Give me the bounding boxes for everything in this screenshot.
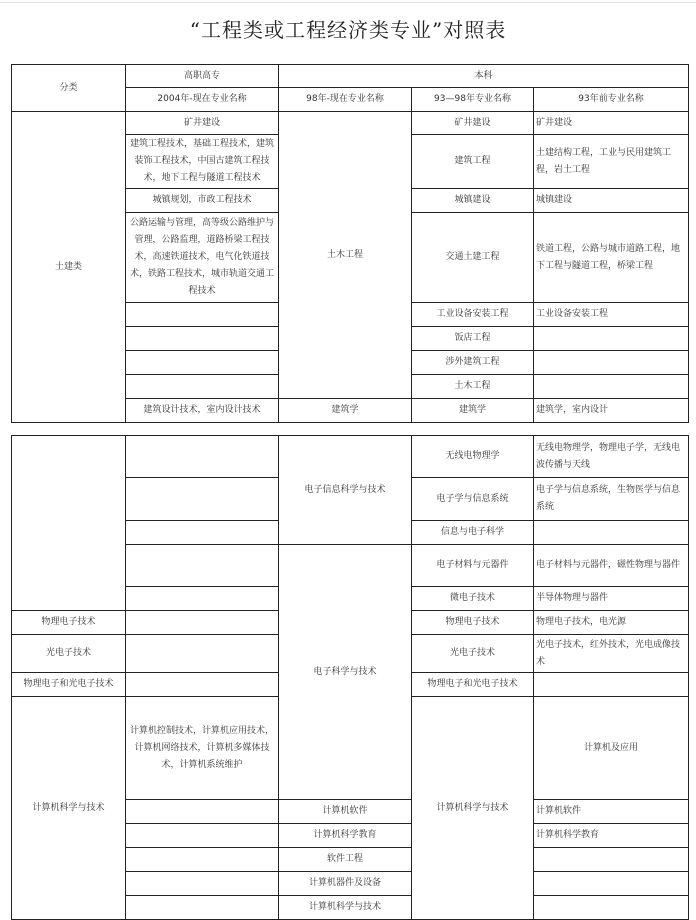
header-category: 分类 [12,65,126,112]
table-cell: 计算机控制技术，计算机应用技术，计算机网络技术，计算机多媒体技术，计算机系统维护 [126,697,279,800]
table-cell [126,303,279,327]
table-cell [534,521,689,545]
table-cell [126,351,279,375]
table-cell [126,436,279,478]
header-vocational: 高职高专 [126,65,279,88]
table-cell [126,521,279,545]
table-cell: 矿井建设 [412,112,534,135]
table-cell: 建筑工程技术，基础工程技术，建筑装饰工程技术，中国古建筑工程技术，地下工程与隧道工程技术 [126,135,279,189]
table-cell: 饭店工程 [412,327,534,351]
table-cell: 计算机科学与技术 [412,697,534,920]
table-cell: 建筑学 [279,399,412,423]
table-cell: 计算机软件 [534,800,689,824]
table-cell: 半导体物理与器件 [534,587,689,611]
table-cell: 建筑设计技术，室内设计技术 [126,399,279,423]
table-cell: 计算机科学教育 [534,824,689,848]
table-cell: 工业设备安装工程 [534,303,689,327]
table-cell: 物理电子技术 [412,611,534,635]
table-cell [126,587,279,611]
table-cell [534,896,689,920]
table-cell: 电子学与信息系统，生物医学与信息系统 [534,478,689,521]
header-93-98: 93—98年专业名称 [412,88,534,112]
table-cell: 物理电子技术，电光源 [534,611,689,635]
table-cell [126,375,279,399]
category-computer: 计算机科学与技术 [12,697,126,920]
table-cell [534,673,689,697]
table-cell [126,673,279,697]
table-cell: 电子信息科学与技术 [279,436,412,545]
table-cell: 城镇建设 [534,189,689,213]
table-cell: 信息与电子科学 [412,521,534,545]
table-cell [534,848,689,872]
table-cell: 建筑学 [412,399,534,423]
table-cell: 无线电物理学，物理电子学，无线电波传播与天线 [534,436,689,478]
category-civil: 土建类 [12,112,126,423]
table-cell: 土建结构工程，工业与民用建筑工程，岩土工程 [534,135,689,189]
table-cell: 交通土建工程 [412,213,534,303]
table-cell [534,375,689,399]
table-cell: 计算机及应用 [534,697,689,800]
table-cell: 物理电子和光电子技术 [12,673,126,697]
table-cell [126,872,279,896]
table-cell: 计算机科学与技术 [279,896,412,920]
table-cell: 光电子技术，红外技术，光电成像技术 [534,635,689,673]
table-cell: 铁道工程，公路与城市道路工程，地下工程与隧道工程，桥梁工程 [534,213,689,303]
table-cell: 计算机器件及设备 [279,872,412,896]
table-cell: 建筑学，室内设计 [534,399,689,423]
table-cell: 城镇建设 [412,189,534,213]
table-cell: 城镇规划，市政工程技术 [126,189,279,213]
header-2004: 2004年-现在专业名称 [126,88,279,112]
comparison-table-part2 [11,435,689,920]
table-cell [126,611,279,635]
table-cell [534,872,689,896]
table-cell: 微电子技术 [412,587,534,611]
comparison-table-part1 [11,64,689,423]
table-cell: 物理电子技术 [12,611,126,635]
table-cell: 工业设备安装工程 [412,303,534,327]
table-cell [534,327,689,351]
table-cell: 计算机软件 [279,800,412,824]
page-title: “工程类或工程经济类专业”对照表 [189,18,507,42]
table-cell [534,351,689,375]
header-undergrad: 本科 [279,65,689,88]
table-cell [126,896,279,920]
table-cell: 涉外建筑工程 [412,351,534,375]
table-cell [126,635,279,673]
table-cell: 无线电物理学 [412,436,534,478]
table-cell: 光电子技术 [412,635,534,673]
table-cell: 软件工程 [279,848,412,872]
table-cell: 矿井建设 [126,112,279,135]
table-cell [12,436,126,611]
table-cell [126,800,279,824]
top-divider [0,2,696,3]
table-cell: 光电子技术 [12,635,126,673]
table-cell: 矿井建设 [534,112,689,135]
table-cell: 电子材料与元器件 [412,545,534,587]
table-cell: 电子科学与技术 [279,545,412,800]
header-98: 98年-现在专业名称 [279,88,412,112]
table-cell [126,545,279,587]
table-cell: 物理电子和光电子技术 [412,673,534,697]
table-cell: 电子学与信息系统 [412,478,534,521]
table-cell [126,824,279,848]
table-cell: 土木工程 [412,375,534,399]
table-cell [126,478,279,521]
table-cell [126,848,279,872]
table-cell: 土木工程 [279,112,412,399]
table-cell: 电子材料与元器件，磁性物理与器件 [534,545,689,587]
table-cell: 建筑工程 [412,135,534,189]
table-cell: 公路运输与管理，高等级公路维护与管理，公路监理，道路桥梁工程技术，高速铁道技术，电气化铁道技术，铁路工程技术，城市轨道交通工程技术 [126,213,279,303]
header-pre93: 93年前专业名称 [534,88,689,112]
table-cell [126,327,279,351]
table-cell: 计算机科学教育 [279,824,412,848]
